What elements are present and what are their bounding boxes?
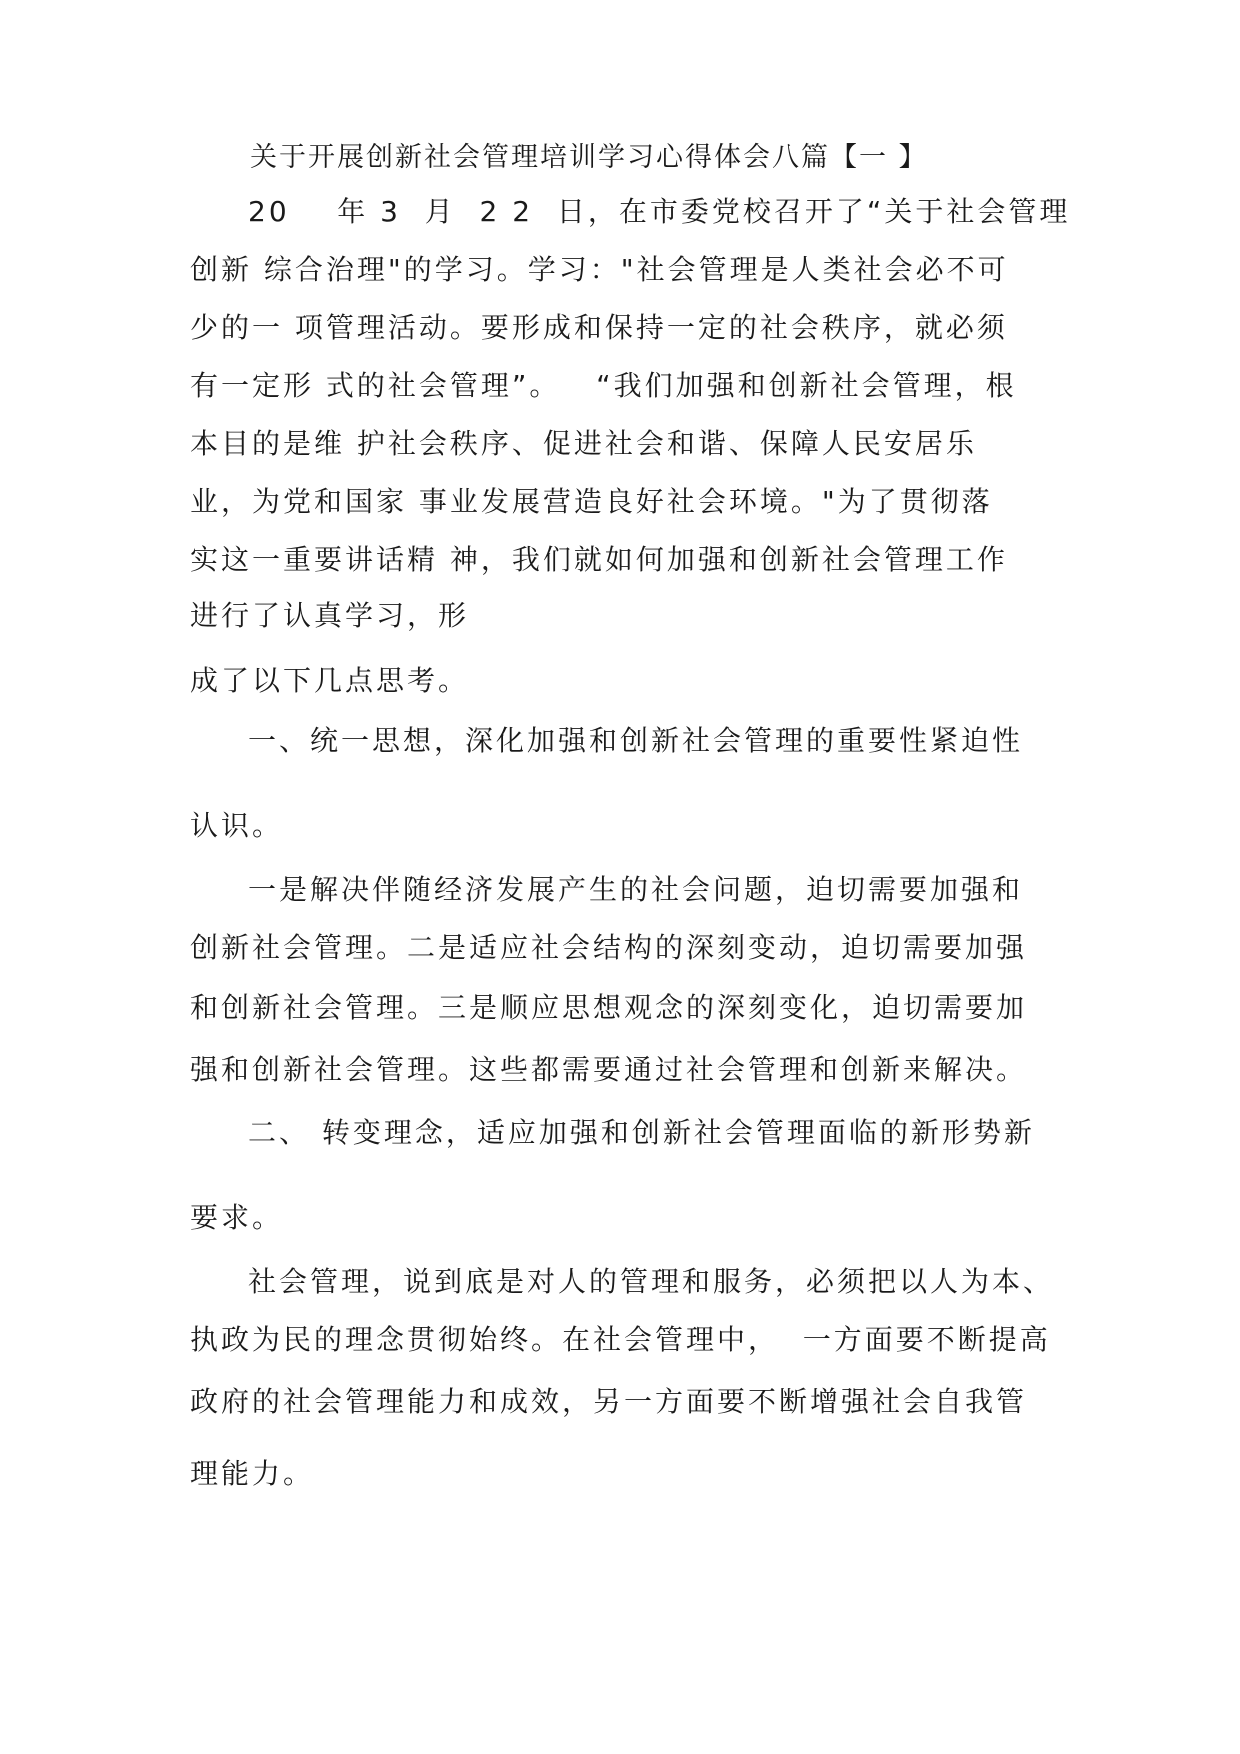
- section-heading-1: 一、统一思想，深化加强和创新社会管理的重要性紧迫性: [248, 724, 1024, 757]
- paragraph-line: 少的一 项管理活动。要形成和保持一定的社会秩序，就必须: [190, 311, 1008, 344]
- paragraph-line: 认识。: [190, 809, 284, 842]
- paragraph-line: 执政为民的理念贯彻始终。在社会管理中， 一方面要不断提高: [190, 1323, 1051, 1356]
- paragraph-line: 社会管理，说到底是对人的管理和服务，必须把以人为本、: [248, 1265, 1055, 1298]
- paragraph-line: 要求。: [190, 1201, 284, 1234]
- document-title: 关于开展创新社会管理培训学习心得体会八篇【一 】: [250, 142, 928, 173]
- paragraph-line: 一是解决伴随经济发展产生的社会问题，迫切需要加强和: [248, 873, 1024, 906]
- paragraph-line: 理能力。: [190, 1457, 315, 1490]
- paragraph-line: 创新 综合治理"的学习。学习："社会管理是人类社会必不可: [190, 253, 1009, 286]
- paragraph-line: 政府的社会管理能力和成效，另一方面要不断增强社会自我管: [190, 1385, 1028, 1418]
- paragraph-line: 有一定形 式的社会管理”。 “我们加强和创新社会管理，根: [190, 369, 1017, 402]
- paragraph-line: 创新社会管理。二是适应社会结构的深刻变动，迫切需要加强: [190, 931, 1028, 964]
- paragraph-line: 成了以下几点思考。: [190, 664, 470, 697]
- paragraph-line: 业，为党和国家 事业发展营造良好社会环境。"为了贯彻落: [190, 485, 993, 518]
- paragraph-line: 和创新社会管理。三是顺应思想观念的深刻变化，迫切需要加: [190, 991, 1028, 1024]
- paragraph-line: 实这一重要讲话精 神，我们就如何加强和创新社会管理工作: [190, 543, 1008, 576]
- section-heading-2: 二、 转变理念，适应加强和创新社会管理面临的新形势新: [248, 1116, 1035, 1149]
- paragraph-line: 进行了认真学习，形: [190, 599, 470, 632]
- paragraph-line: 本目的是维 护社会秩序、促进社会和谐、保障人民安居乐: [190, 427, 977, 460]
- paragraph-line: 强和创新社会管理。这些都需要通过社会管理和创新来解决。: [190, 1053, 1028, 1086]
- paragraph-line: 20 年 3 月 2 2 日，在市委党校召开了“关于社会管理: [248, 195, 1071, 228]
